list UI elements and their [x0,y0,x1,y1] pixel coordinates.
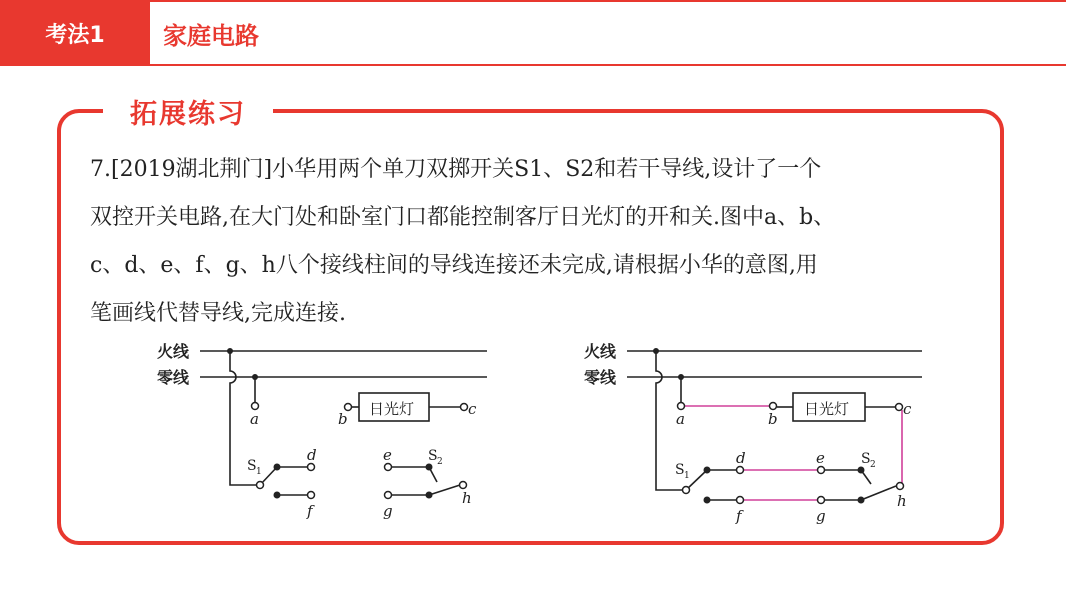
question-line-2: 双控开关电路,在大门处和卧室门口都能控制客厅日光灯的开和关.图中a、b、 [90,205,836,230]
label-e: e [383,446,392,464]
label-a: a [676,410,685,428]
s1-label: S [247,458,257,474]
s1-sub: 1 [684,471,690,481]
neutral-wire-label: 零线 [584,368,617,387]
topic-title: 家庭电路 [163,21,259,50]
label-g: g [816,507,826,525]
label-h: h [897,492,907,510]
question-text [90,146,985,338]
terminal-a [252,403,259,410]
question-line-1: 7.[2019湖北荆门]小华用两个单刀双掷开关S1、S2和若干导线,设计了一个 [90,157,822,182]
terminal-c [461,404,468,411]
terminal-g [385,492,392,499]
section-title: 拓展练习 [130,98,246,130]
s1-label: S [675,462,685,478]
s2-pivot [858,467,865,474]
label-b: b [768,410,778,428]
s1-pivot [704,467,711,474]
top-border-line [150,0,1066,2]
circuit-diagram-right [582,338,927,528]
label-c: c [903,400,912,418]
answer-wire-c-h [902,410,903,486]
s2-sub: 2 [870,460,876,470]
s1-pivot [274,464,281,471]
s2-label: S [428,448,438,464]
junction-dot [653,348,659,354]
s1-contact [704,497,711,504]
s2-pivot [426,464,433,471]
live-wire-label: 火线 [584,342,617,361]
s2-sub: 2 [437,457,443,467]
label-a: a [250,410,259,428]
s1-sub: 1 [256,467,262,477]
s2-contact [858,497,865,504]
junction-dot [252,374,258,380]
terminal-f [308,492,315,499]
bottom-border-line [150,64,1066,66]
terminal-d [308,464,315,471]
terminal-e [385,464,392,471]
label-h: h [462,489,472,507]
lamp-label: 日光灯 [369,400,415,418]
terminal-h [897,483,904,490]
label-f: f [736,507,742,525]
s1-common [257,482,264,489]
top-bar [0,0,1066,66]
terminal-h [460,482,467,489]
label-b: b [338,410,348,428]
live-wire-label: 火线 [157,342,190,361]
method-tag: 考法1 [0,0,150,66]
terminal-c [896,404,903,411]
terminal-a [678,403,685,410]
label-d: d [307,446,317,464]
label-f: f [307,502,313,520]
circuit-diagram-left [155,338,495,528]
terminal-b [770,403,777,410]
s2-contact [426,492,433,499]
lamp-label: 日光灯 [804,400,850,418]
terminal-e [818,467,825,474]
terminal-f [737,497,744,504]
terminal-d [737,467,744,474]
question-line-4: 笔画线代替导线,完成连接. [90,301,346,326]
question-line-3: c、d、e、f、g、h八个接线柱间的导线连接还未完成,请根据小华的意图,用 [90,253,818,278]
label-g: g [383,502,393,520]
s1-contact [274,492,281,499]
s2-label: S [861,451,871,467]
label-e: e [816,449,825,467]
junction-dot [678,374,684,380]
label-d: d [736,449,746,467]
label-c: c [468,400,477,418]
s1-common [683,487,690,494]
junction-dot [227,348,233,354]
neutral-wire-label: 零线 [157,368,190,387]
terminal-g [818,497,825,504]
